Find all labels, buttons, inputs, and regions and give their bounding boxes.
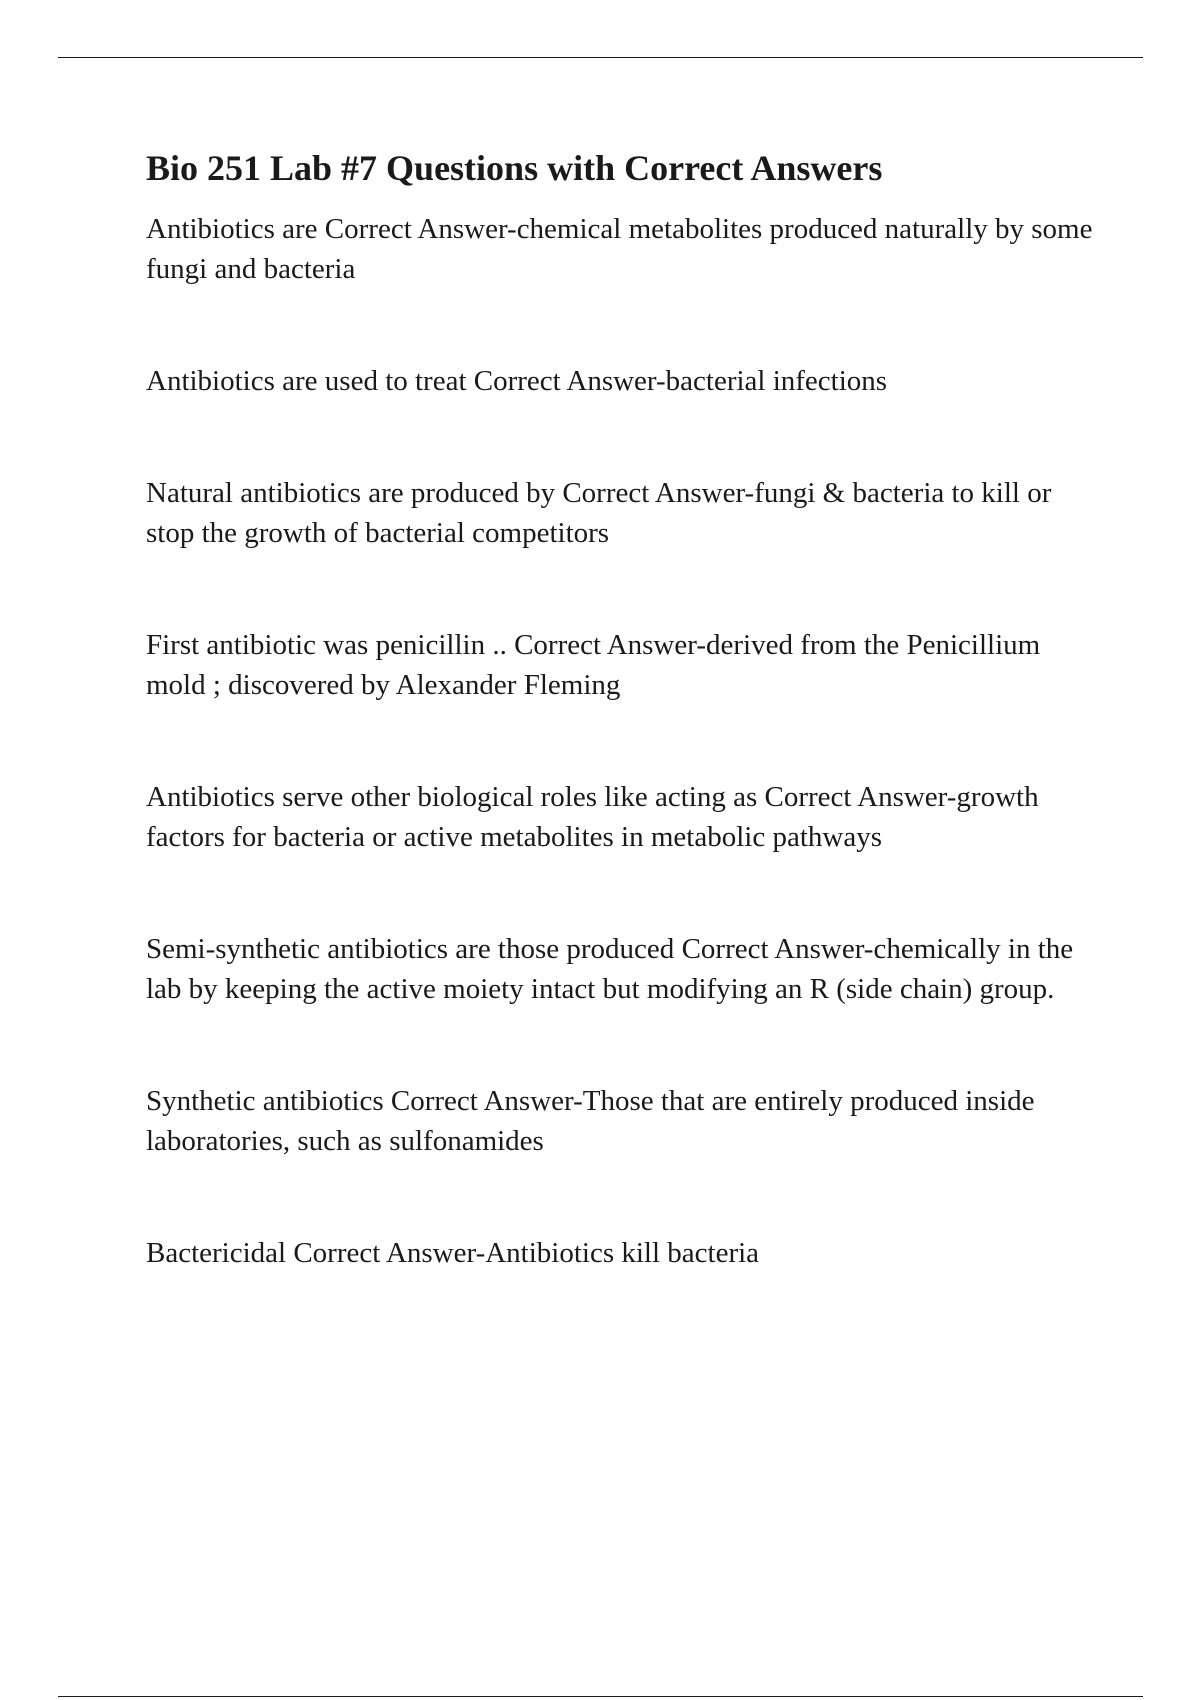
answer-text: bacterial infections: [665, 365, 888, 397]
document-title: Bio 251 Lab #7 Questions with Correct Answers: [146, 148, 883, 188]
qa-item: [146, 1233, 1096, 1273]
question-text: Antibiotics are: [146, 213, 318, 245]
question-text: Synthetic antibiotics: [146, 1085, 384, 1117]
answer-prefix: Correct Answer-: [764, 781, 957, 813]
question-text: Antibiotics are used to treat: [146, 365, 467, 397]
qa-item: [146, 777, 1096, 857]
answer-prefix: Correct Answer-: [562, 477, 755, 509]
answer-text: derived from the Penicillium mold ; discovered by Alexander Fleming: [146, 629, 1041, 701]
qa-list: [146, 209, 1096, 1273]
answer-prefix: Correct Answer-: [293, 1237, 486, 1269]
answer-text: growth factors for bacteria or active metabolites in metabolic pathways: [146, 781, 1039, 853]
answer-prefix: Correct Answer-: [473, 365, 666, 397]
answer-prefix: Correct Answer-: [390, 1085, 583, 1117]
header-rule: [58, 57, 1143, 58]
question-text: Semi-synthetic antibiotics are those produced: [146, 933, 675, 965]
answer-text: chemical metabolites produced naturally by some fungi and bacteria: [146, 213, 1093, 285]
answer-text: Those that are entirely produced inside laboratories, such as sulfonamides: [146, 1085, 1035, 1157]
answer-text: chemically in the lab by keeping the active moiety intact but modifying an R (side chain) group.: [146, 933, 1074, 1005]
qa-item: [146, 929, 1096, 1009]
answer-prefix: Correct Answer-: [681, 933, 874, 965]
qa-item: [146, 361, 1096, 401]
answer-prefix: Correct Answer-: [514, 629, 706, 661]
question-text: Natural antibiotics are produced by: [146, 477, 556, 509]
document-page: [146, 146, 1096, 1273]
question-text: Bactericidal: [146, 1237, 287, 1269]
footer-rule: [58, 1696, 1143, 1697]
answer-text: Antibiotics kill bacteria: [485, 1237, 760, 1269]
qa-item: [146, 473, 1096, 553]
qa-item: [146, 625, 1096, 705]
qa-item: [146, 209, 1096, 289]
answer-text: fungi & bacteria to kill or stop the growth of bacterial competitors: [146, 477, 1052, 549]
question-text: First antibiotic was penicillin ..: [146, 629, 507, 661]
answer-prefix: Correct Answer-: [324, 213, 517, 245]
question-text: Antibiotics serve other biological roles like acting as: [146, 781, 758, 813]
qa-item: [146, 1081, 1096, 1161]
